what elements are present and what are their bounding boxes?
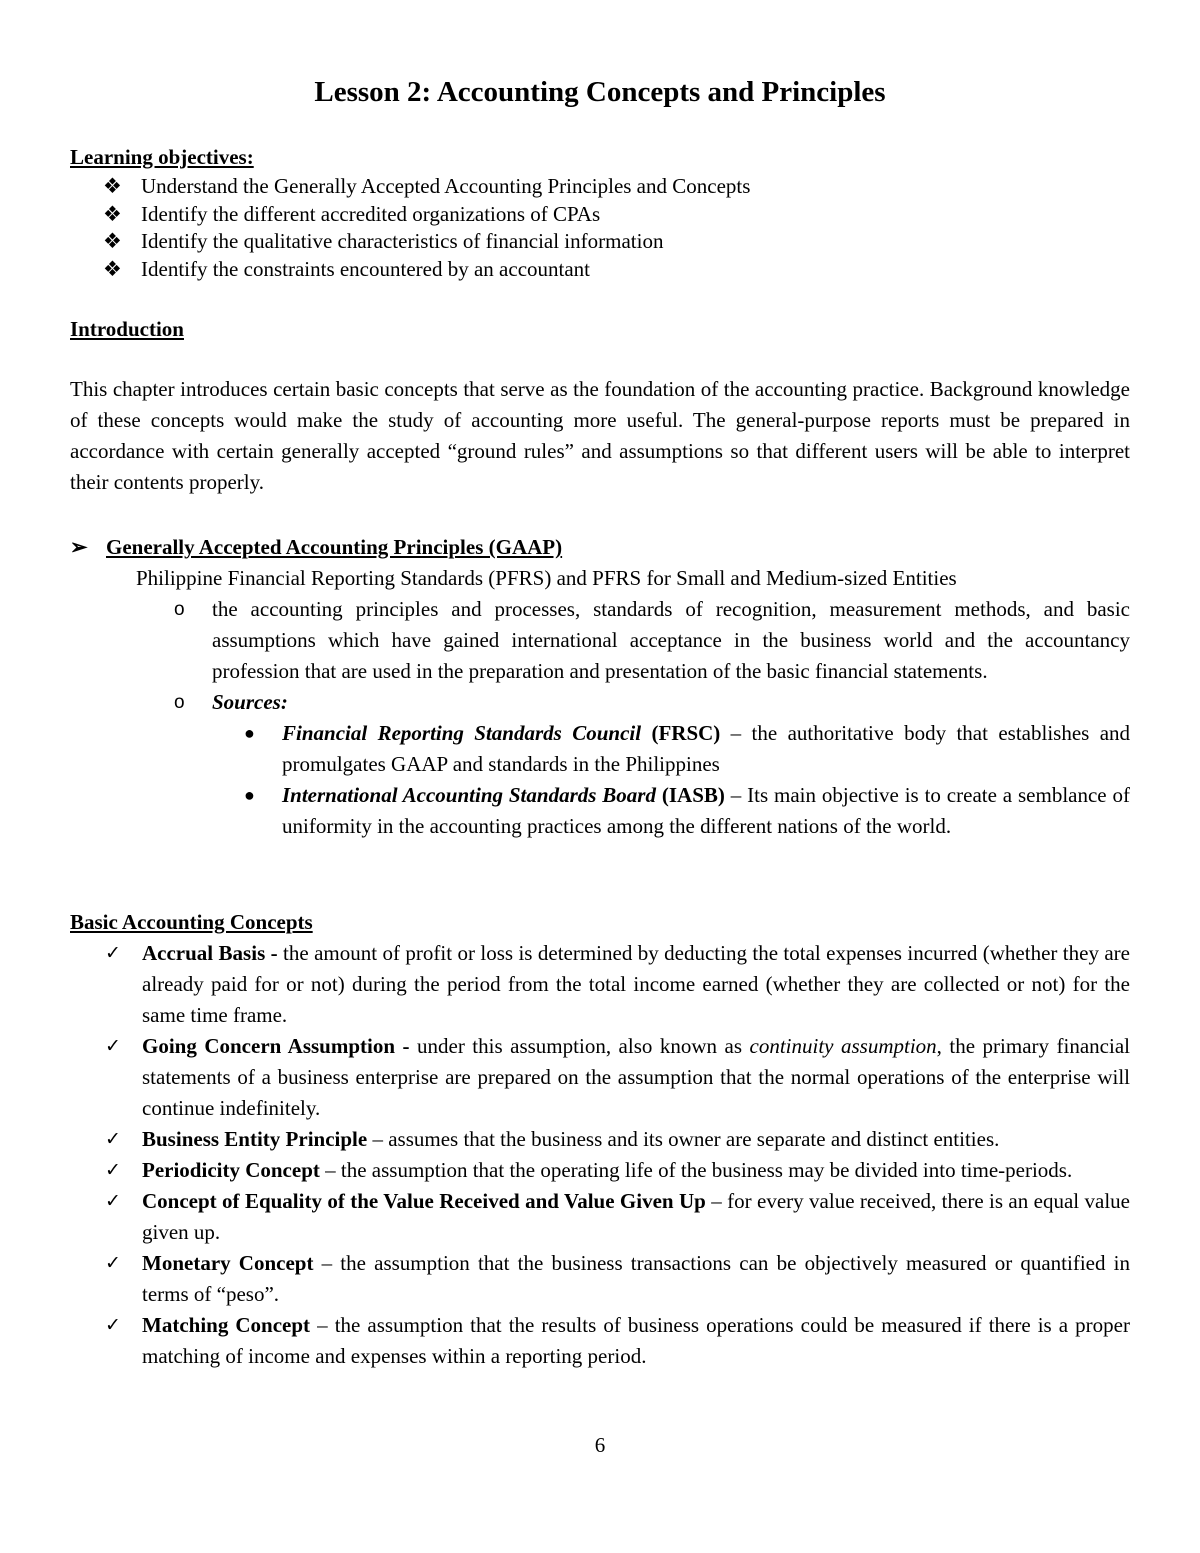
concept-term: Going Concern Assumption - xyxy=(142,1034,410,1058)
bullet-icon: ● xyxy=(244,785,255,805)
list-item xyxy=(105,1124,1130,1155)
concept-text: – the assumption that the results of business operations could be measured if there is a proper matching of income and expenses within a reporting period. xyxy=(142,1313,1130,1368)
list-item xyxy=(174,687,1130,842)
circle-bullet-icon: o xyxy=(174,599,185,620)
source-abbr: (IASB) xyxy=(661,783,725,807)
source-abbr: (FRSC) xyxy=(651,721,721,745)
concept-term: Accrual Basis - xyxy=(142,941,278,965)
checkmark-icon: ✓ xyxy=(105,1128,121,1150)
sources-label: Sources: xyxy=(212,690,288,714)
diamond-bullet-icon: ❖ xyxy=(103,174,122,198)
checkmark-icon: ✓ xyxy=(105,1159,121,1181)
concept-term: Concept of Equality of the Value Received and Value Given Up xyxy=(142,1189,706,1213)
list-item: ❖ Identify the different accredited organizations of CPAs xyxy=(103,201,1103,229)
introduction-heading: Introduction xyxy=(70,317,184,341)
arrowhead-bullet-icon: ➢ xyxy=(70,535,88,559)
diamond-bullet-icon: ❖ xyxy=(103,201,122,226)
basic-concepts-heading: Basic Accounting Concepts xyxy=(70,910,313,934)
concept-text: – assumes that the business and its owner are separate and distinct entities. xyxy=(367,1127,1000,1151)
gaap-heading: ➢ Generally Accepted Accounting Principles (GAAP) xyxy=(70,532,562,563)
bullet-icon: ● xyxy=(244,723,255,743)
list-item: ❖ Identify the qualitative characteristics of financial information xyxy=(103,228,1103,256)
concept-term: Business Entity Principle xyxy=(142,1127,368,1151)
objectives-list xyxy=(103,173,1103,283)
checkmark-icon: ✓ xyxy=(105,1190,121,1212)
checkmark-icon: ✓ xyxy=(105,1035,121,1057)
source-name: Financial Reporting Standards Council xyxy=(282,721,642,745)
list-item: ❖ Identify the constraints encountered by an accountant xyxy=(103,256,1103,284)
page-number: 6 xyxy=(594,1433,606,1457)
list-item xyxy=(105,1155,1130,1186)
diamond-bullet-icon: ❖ xyxy=(103,229,122,253)
list-item xyxy=(105,1310,1130,1372)
introduction-paragraph: This chapter introduces certain basic concepts that serve as the foundation of the accounting practice. Background knowledge of these concepts would make the study of accounting more useful. The general-purpose reports must be prepared in accordance with certain generally accepted “ground rules” and assumptions so that different users will be able to interpret their contents properly. xyxy=(70,377,1130,494)
concept-term: Matching Concept xyxy=(142,1313,311,1337)
document-page xyxy=(70,0,1130,1553)
concept-term: Periodicity Concept xyxy=(142,1158,320,1182)
gaap-details-list xyxy=(174,594,1130,842)
list-item xyxy=(174,594,1130,687)
diamond-bullet-icon: ❖ xyxy=(103,256,122,281)
concept-text: under this assumption, also known as xyxy=(409,1034,750,1058)
gaap-definition: the accounting principles and processes, standards of recognition, measurement methods, and basic assumptions which have gained international acceptance in the business world and the accountancy profession that are used in the preparation and presentation of the basic financial statements. xyxy=(212,597,1130,683)
page-title: Lesson 2: Accounting Concepts and Principles xyxy=(314,76,886,108)
gaap-subtitle: Philippine Financial Reporting Standards (PFRS) and PFRS for Small and Medium-sized Entities xyxy=(136,566,957,590)
source-name: International Accounting Standards Board xyxy=(282,783,656,807)
objectives-heading: Learning objectives: xyxy=(70,145,254,169)
concept-emphasis: continuity assumption xyxy=(749,1034,937,1058)
sources-list xyxy=(212,718,1130,842)
concept-text: , the primary financial statements of a business enterprise are prepared on the assumption that the normal operations of the enterprise will continue indefinitely. xyxy=(142,1034,1130,1120)
list-item xyxy=(244,718,1130,780)
source-description: – Its main objective is to create a semblance of uniformity in the accounting practices among the different nations of the world. xyxy=(282,783,1130,838)
list-item xyxy=(105,1248,1130,1310)
concept-text: – the assumption that the operating life of the business may be divided into time-periods. xyxy=(319,1158,1073,1182)
concept-text: the amount of profit or loss is determined by deducting the total expenses incurred (whether they are already paid for or not) during the period from the total income earned (whether they are collected or not) for the same time frame. xyxy=(142,941,1130,1027)
list-item xyxy=(105,1186,1130,1248)
circle-bullet-icon: o xyxy=(174,692,185,713)
concept-term: Monetary Concept xyxy=(142,1251,314,1275)
concept-text: – the assumption that the business transactions can be objectively measured or quantified in terms of “peso”. xyxy=(142,1251,1130,1306)
source-description: – the authoritative body that establishes and promulgates GAAP and standards in the Philippines xyxy=(282,721,1131,776)
list-item xyxy=(105,1031,1130,1124)
basic-concepts-list xyxy=(105,938,1130,1372)
checkmark-icon: ✓ xyxy=(105,942,121,964)
list-item: ❖ Understand the Generally Accepted Accounting Principles and Concepts xyxy=(103,173,1103,201)
concept-text: – for every value received, there is an equal value given up. xyxy=(142,1189,1130,1244)
list-item xyxy=(244,780,1130,842)
checkmark-icon: ✓ xyxy=(105,1252,121,1274)
checkmark-icon: ✓ xyxy=(105,1314,121,1336)
list-item xyxy=(105,938,1130,1031)
